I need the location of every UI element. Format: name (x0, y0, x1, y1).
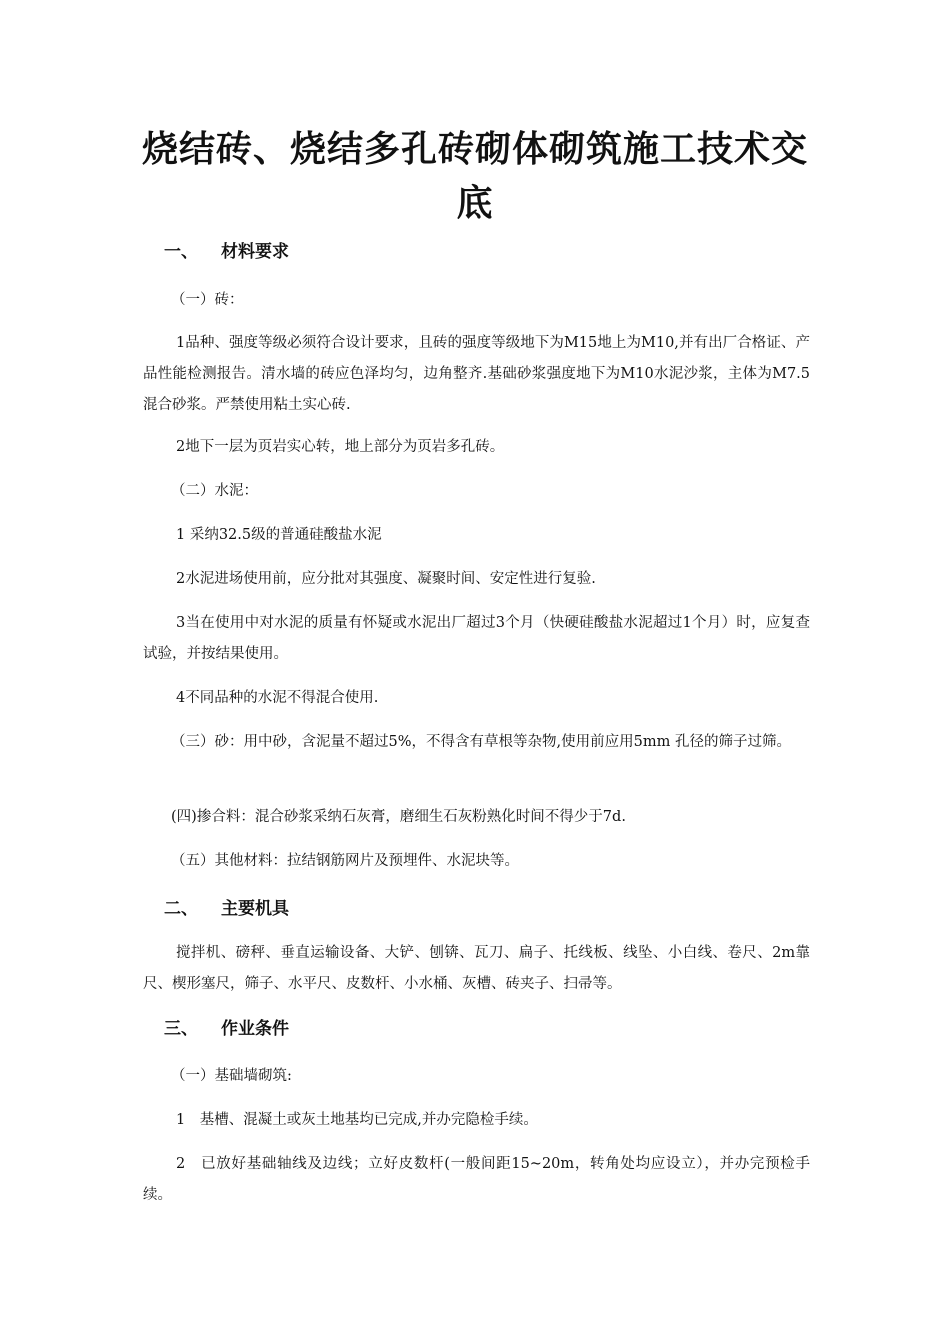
paragraph: （一）基础墙砌筑: (171, 1068, 292, 1084)
paragraph: 1品种、强度等级必须符合设计要求，且砖的强度等级地下为M15地上为M10,并有出厂合格证、产品性能检测报告。清水墙的砖应色泽均匀，边角整齐.基础砂浆强度地下为M10水泥沙浆，主体为M7.5混合砂浆。严禁使用粘土实心砖. (143, 335, 810, 413)
paragraph: （一）砖： (171, 292, 244, 308)
section-heading-tools (164, 897, 289, 921)
section-title: 材料要求 (221, 242, 289, 262)
section-title: 作业条件 (221, 1019, 289, 1039)
document-title: 烧结砖、烧结多孔砖砌体砌筑施工技术交底 (141, 128, 808, 224)
paragraph: 1 基槽、混凝土或灰土地基均已完成,并办完隐检手续。 (176, 1112, 538, 1128)
paragraph: （三）砂：用中砂，含泥量不超过5%，不得含有草根等杂物,使用前应用5mm 孔径的筛子过筛。 (171, 734, 791, 750)
paragraph: 3当在使用中对水泥的质量有怀疑或水泥出厂超过3个月（快硬硅酸盐水泥超过1个月）时，应复查试验，并按结果使用。 (143, 615, 810, 662)
section-title: 主要机具 (221, 899, 289, 919)
paragraph: 2地下一层为页岩实心转，地上部分为页岩多孔砖。 (176, 439, 505, 455)
section-heading-materials (164, 240, 289, 264)
paragraph: 2 已放好基础轴线及边线；立好皮数杆(一般间距15~20m，转角处均应设立），并办完预检手续。 (143, 1156, 810, 1203)
paragraph: （二）水泥： (171, 483, 258, 499)
paragraph: 1 采纳32.5级的普通硅酸盐水泥 (176, 527, 382, 543)
section-number: 三、 (164, 1019, 198, 1039)
section-number: 一、 (164, 242, 198, 262)
paragraph: 2水泥进场使用前，应分批对其强度、凝聚时间、安定性进行复验. (176, 571, 596, 587)
paragraph: 搅拌机、磅秤、垂直运输设备、大铲、刨锛、瓦刀、扁子、托线板、线坠、小白线、卷尺、2m靠尺、楔形塞尺，筛子、水平尺、皮数杆、小水桶、灰槽、砖夹子、扫帚等。 (143, 945, 810, 992)
section-heading-conditions (164, 1017, 289, 1041)
paragraph: （五）其他材料：拉结钢筋网片及预埋件、水泥块等。 (171, 853, 519, 869)
section-number: 二、 (164, 899, 198, 919)
paragraph: 4不同品种的水泥不得混合使用. (176, 690, 379, 706)
paragraph: (四)掺合料：混合砂浆采纳石灰膏，磨细生石灰粉熟化时间不得少于7d. (171, 809, 626, 825)
